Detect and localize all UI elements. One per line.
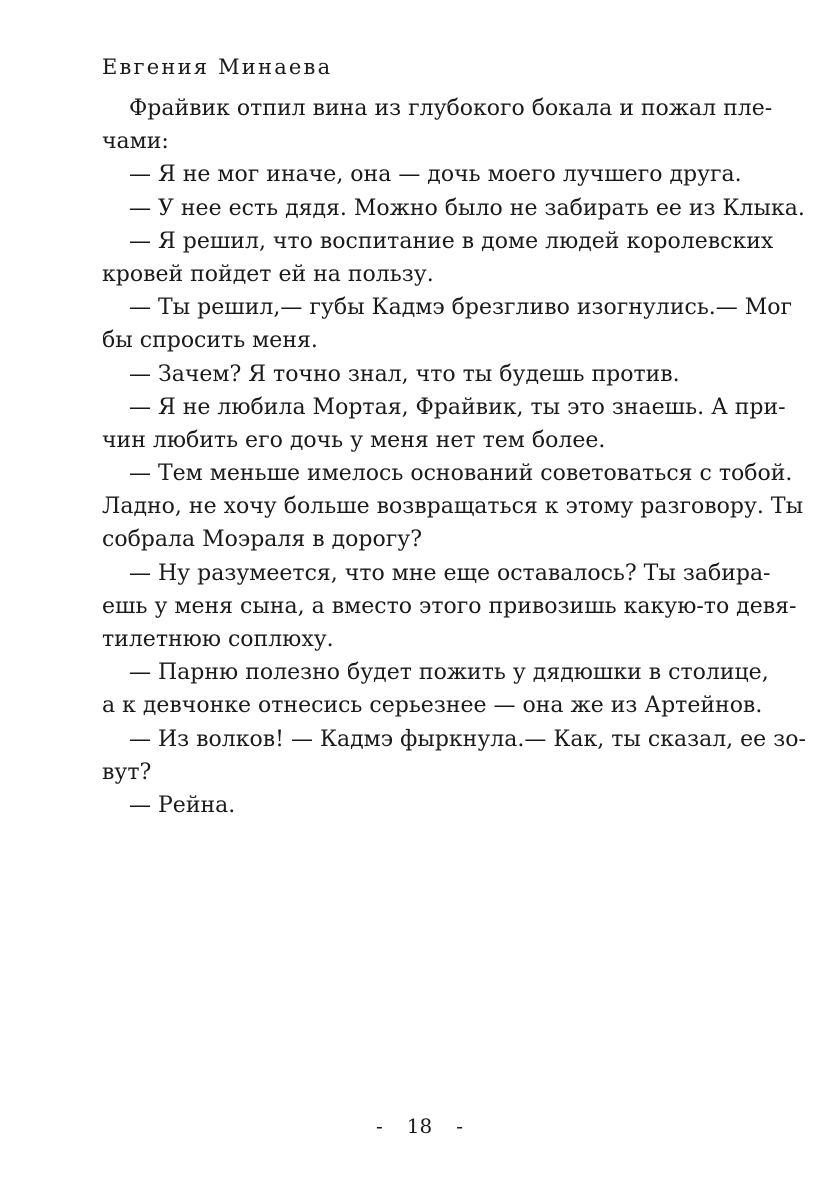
text-line: чин любить его дочь у меня нет тем более.	[102, 427, 606, 453]
text-line: бы спросить меня.	[102, 328, 318, 354]
text-line: — У нее есть дядя. Можно было не забирать ее из Клыка.	[129, 195, 805, 221]
text-line: — Я решил, что воспитание в доме людей королевских	[129, 228, 774, 254]
text-line: Фрайвик отпил вина из глубокого бокала и пожал пле-	[129, 96, 773, 121]
text-line: чами:	[102, 129, 169, 155]
text-line: а к девчонке отнесись серьезнее — она же из Артейнов.	[102, 693, 763, 719]
text-line: собрала Моэраля в дорогу?	[102, 527, 422, 553]
text-line: — Я не любила Мортая, Фрайвик, ты это знаешь. А при-	[129, 394, 786, 420]
text-line: — Из волков! — Кадмэ фыркнула.— Как, ты сказал, ее зо-	[129, 726, 806, 752]
page-footer	[0, 1112, 839, 1140]
text-line: кровей пойдет ей на пользу.	[102, 261, 434, 287]
footer-dash-left: -	[376, 1114, 383, 1138]
text-line: — Зачем? Я точно знал, что ты будешь против.	[129, 361, 680, 387]
text-line: — Ну разумеется, что мне еще оставалось? Ты забира-	[129, 560, 771, 586]
text-line: — Рейна.	[129, 792, 236, 818]
text-line: — Тем меньше имелось оснований советоваться с тобой.	[129, 461, 793, 487]
text-line: ешь у меня сына, а вместо этого привозишь какую-то девя-	[102, 593, 797, 619]
body-text	[102, 92, 806, 822]
text-line: Ладно, не хочу больше возвращаться к этому разговору. Ты	[102, 494, 804, 520]
text-line: вут?	[102, 759, 152, 785]
footer-dash-right: -	[456, 1114, 463, 1138]
text-line: — Парню полезно будет пожить у дядюшки в столице,	[129, 660, 769, 686]
text-line: — Я не мог иначе, она — дочь моего лучшего друга.	[129, 162, 742, 188]
text-line: — Ты решил,— губы Кадмэ брезгливо изогнулись.— Мог	[129, 295, 793, 321]
page-number: 18	[406, 1114, 433, 1138]
text-line: тилетнюю соплюху.	[102, 627, 334, 652]
running-head-author: Евгения Минаева	[102, 55, 333, 79]
